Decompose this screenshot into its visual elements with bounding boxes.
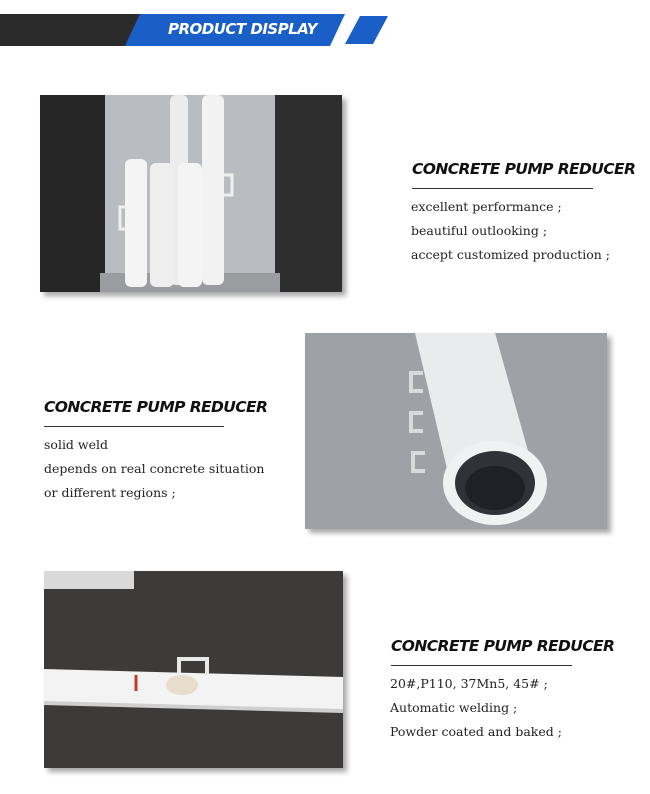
section-3-heading: CONCRETE PUMP REDUCER: [391, 637, 615, 655]
section-1-divider: [412, 188, 593, 189]
section-3-line-3: Powder coated and baked ;: [390, 724, 562, 739]
section-3-line-2: Automatic welding ;: [390, 700, 518, 715]
section-1-line-3: accept customized production ;: [411, 247, 611, 262]
section-3-divider: [391, 665, 572, 666]
banner-title: PRODUCT DISPLAY: [168, 20, 318, 38]
section-1-line-2: beautiful outlooking ;: [411, 223, 548, 238]
section-1-line-1: excellent performance ;: [411, 199, 562, 214]
section-2-heading: CONCRETE PUMP REDUCER: [44, 398, 268, 416]
product-photo-reducer-end: [305, 333, 607, 529]
section-2-line-2: depends on real concrete situation: [44, 461, 265, 476]
product-photo-standing-reducers: [40, 95, 342, 292]
section-2-line-3: or different regions ;: [44, 485, 176, 500]
section-1-heading: CONCRETE PUMP REDUCER: [412, 160, 636, 178]
product-display-banner: [0, 14, 400, 46]
section-2-divider: [44, 426, 224, 427]
product-photo-reducer-on-cloth: [44, 571, 343, 768]
section-3-line-1: 20#,P110, 37Mn5, 45# ;: [390, 676, 548, 691]
section-2-line-1: solid weld: [44, 437, 109, 452]
